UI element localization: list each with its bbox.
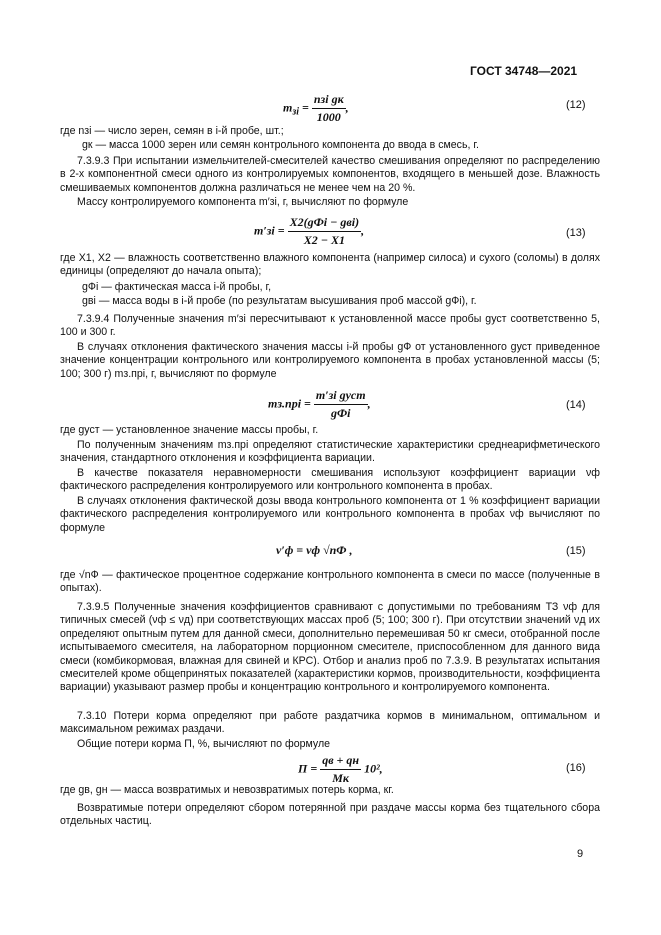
formula-13-fraction: $\frac{\text{X2(gФi − gвi)}}{X2 - X1}$ <box>289 215 360 247</box>
formula-12-fraction: $\frac{\text{nзi gк}}{1000}$ <box>313 92 344 124</box>
def-14: где gуст — установленное значение массы пробы, г. <box>60 424 319 436</box>
formula-12-number: (12) <box>566 99 586 111</box>
formula-14-fraction: $\frac{\text{m′зi gуст}}{\text{gФi}}$ <box>315 388 366 420</box>
formula-16-number: (16) <box>566 762 586 774</box>
paragraph-indicator: В качестве показателя неравномерности смешивания используют коэффициент вариации νф фактического распределения контролируемого или контрольного компонента в пробах. <box>60 467 600 493</box>
paragraph-7395: 7.3.9.5 Полученные значения коэффициентов сравнивают с допустимыми по требованиям ТЗ νф для типичных смесей (νф ≤ νд) при соответствующих массах проб (5; 100; 300 г). При отсутствии значений νд их определяют опытным путем для данной смеси, дополнительно перемешивая 50 кг смеси, отобранной после испытываемого смесителя, на лабораторном порционном смесителе, приспособленном для данного вида смеси (комбикормовая, влажная для свиней и КРС). Отбор и анализ проб по 7.3.9. В результатах испытания смесителей кроме общепринятых показателей (характеристики кормов, производительности, коэффициента вариации) указывают размер пробы и концентрацию контрольного и контролируемого компонента. <box>60 601 600 694</box>
paragraph-mass: Массу контролируемого компонента m′зi, г, вычисляют по формуле <box>77 196 409 208</box>
formula-15: ν′ф = νф √nФ , <box>276 543 353 557</box>
def-13-c: gвi — масса воды в i-й пробе (по результатам высушивания проб массой gФi), г. <box>82 295 477 307</box>
paragraph-stats: По полученным значениям mз.прi определяют статистические характеристики среднеарифметического значения, стандартного отклонения и коэффициента вариации. <box>60 439 600 465</box>
paragraph-7393: 7.3.9.3 При испытании измельчителей-смесителей качество смешивания определяют по распределению в 2-х компонентной смеси одного из контролируемых компонентов, входящего в меньшей дозе. Влажность смешиваемых компонентов должна различаться не менее чем на 20 %. <box>60 155 600 194</box>
page-number: 9 <box>577 848 584 860</box>
def-12-b: gк — масса 1000 зерен или семян контрольного компонента до ввода в смесь, г. <box>82 139 479 151</box>
def-16: где gв, gн — масса возвратимых и невозвратимых потерь корма, кг. <box>60 784 394 796</box>
paragraph-returnable: Возвратимые потери определяют сбором потерянной при раздаче массы корма без тщательного сбора отдельных частиц. <box>60 802 600 828</box>
def-13-a: где X1, X2 — влажность соответственно влажного компонента (например силоса) и сухого (соломы) в долях единицы (определяют до начала опыта); <box>60 252 600 278</box>
formula-13: m′зi = $\frac{\text{X2(gФi − gвi)}}{X2 - X1}$ , <box>254 215 365 247</box>
paragraph-dose: В случаях отклонения фактической дозы ввода контрольного компонента от 1 % коэффициент вариации фактического распределения контролируемого или контрольного компонента в пробах νф вычисляют по формуле <box>60 495 600 534</box>
formula-13-number: (13) <box>566 227 586 239</box>
formula-14-number: (14) <box>566 399 586 411</box>
formula-12: $m_{зi}$ = $\frac{\text{nзi gк}}{1000}$ , <box>283 92 349 124</box>
paragraph-deviation: В случаях отклонения фактического значения массы i-й пробы gФ от установленного gуст приведенное значение концентрации контрольного или контролируемого компонента в пробах установленной массы (5; 100; 300 г) mз.прi, г, вычисляют по формуле <box>60 341 600 380</box>
paragraph-losses: Общие потери корма П, %, вычисляют по формуле <box>77 738 331 750</box>
paragraph-7394: 7.3.9.4 Полученные значения m′зi пересчитывают к установленной массе пробы gуст соответственно 5, 100 и 300 г. <box>60 313 600 339</box>
paragraph-7310: 7.3.10 Потери корма определяют при работе раздатчика кормов в минимальном, оптимальном и максимальном режимах раздачи. <box>60 710 600 736</box>
def-12-a: где nзi — число зерен, семян в i-й пробе, шт.; <box>60 125 284 137</box>
def-13-b: gФi — фактическая масса i-й пробы, г, <box>82 281 272 293</box>
document-header: ГОСТ 34748—2021 <box>470 64 578 78</box>
formula-16-fraction: $\frac{qв + qн}{Mк}$ <box>322 753 360 785</box>
formula-14: mз.прi = $\frac{\text{m′зi gуст}}{\text{gФi}}$ , <box>268 388 371 420</box>
def-15: где √nФ — фактическое процентное содержание контрольного компонента в смеси по массе (полученные в опытах). <box>60 569 600 595</box>
formula-15-number: (15) <box>566 545 586 557</box>
formula-16: П = $\frac{qв + qн}{Mк}$ 10², <box>298 753 383 785</box>
